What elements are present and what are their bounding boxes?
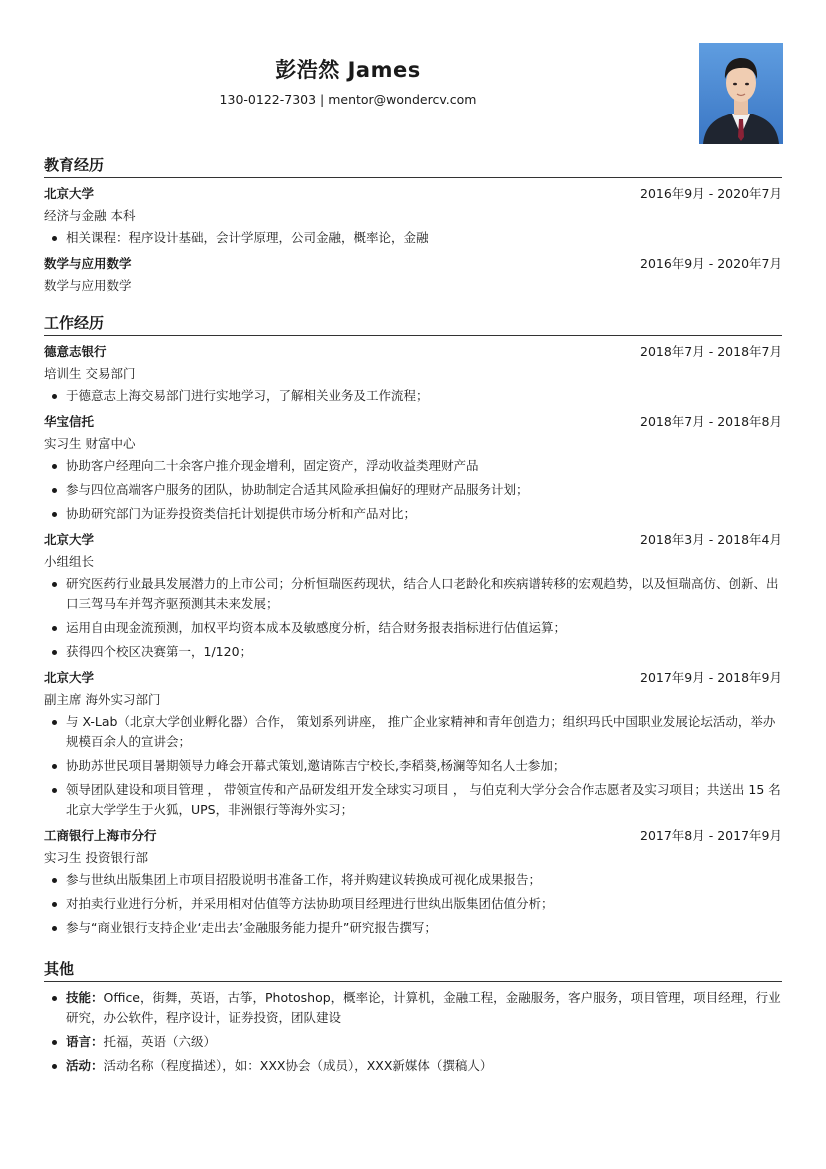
skills-label: 技能： <box>66 990 104 1005</box>
activities-item <box>44 1056 782 1076</box>
languages-label: 语言： <box>66 1034 104 1049</box>
education-section <box>44 155 782 298</box>
bullet-item: 对拍卖行业进行分析，并采用相对估值等方法协助项目经理进行世纨出版集团估值分析； <box>44 894 782 914</box>
profile-photo-image <box>699 43 783 144</box>
bullet-item: 协助苏世民项目暑期领导力峰会开幕式策划,邀请陈吉宁校长,李稻葵,杨澜等知名人士参加； <box>44 756 782 776</box>
work-entry <box>44 666 782 820</box>
languages-item <box>44 1032 782 1052</box>
entry-organization: 数学与应用数学 <box>44 256 132 271</box>
work-entry <box>44 824 782 938</box>
education-entry <box>44 182 782 248</box>
profile-photo <box>699 43 783 144</box>
bullet-item: 领导团队建设和项目管理 ， 带领宣传和产品研发组开发全球实习项目 ， 与伯克利大学分会合作志愿者及实习项目；共送出 15 名北京大学学生于火狐，UPS，非洲银行等海外实习； <box>44 780 782 820</box>
entry-date: 2017年8月 - 2017年9月 <box>640 828 782 843</box>
contact-info: 130-0122-7303 | mentor@wondercv.com <box>219 92 477 107</box>
education-entry <box>44 252 782 296</box>
candidate-name: 彭浩然 James <box>275 58 421 82</box>
bullet-item: 获得四个校区决赛第一，1/120； <box>44 642 782 662</box>
entry-date: 2017年9月 - 2018年9月 <box>640 670 782 685</box>
other-section <box>44 959 782 1080</box>
activities-label: 活动： <box>66 1058 104 1073</box>
bullet-item: 相关课程：程序设计基础，会计学原理，公司金融，概率论，金融 <box>44 228 782 248</box>
entry-organization: 德意志银行 <box>44 344 107 359</box>
bullet-item: 参与四位高端客户服务的团队，协助制定合适其风险承担偏好的理财产品服务计划； <box>44 480 782 500</box>
work-section <box>44 313 782 942</box>
bullet-item: 协助研究部门为证券投资类信托计划提供市场分析和产品对比； <box>44 504 782 524</box>
bullet-item: 协助客户经理向二十余客户推介现金增利，固定资产，浮动收益类理财产品 <box>44 456 782 476</box>
bullet-item: 于德意志上海交易部门进行实地学习，了解相关业务及工作流程； <box>44 386 782 406</box>
entry-date: 2018年3月 - 2018年4月 <box>640 532 782 547</box>
entry-date: 2016年9月 - 2020年7月 <box>640 256 782 271</box>
entry-role: 经济与金融 本科 <box>44 208 136 223</box>
bullet-item: 研究医药行业最具发展潜力的上市公司；分析恒瑞医药现状，结合人口老龄化和疾病谱转移的宏观趋势，以及恒瑞高仿、创新、出口三驾马车并驾齐驱预测其未来发展； <box>44 574 782 614</box>
section-title-other: 其他 <box>44 959 782 982</box>
section-title-work: 工作经历 <box>44 313 782 336</box>
entry-role: 副主席 海外实习部门 <box>44 692 161 707</box>
resume-page <box>44 0 782 1169</box>
bullet-item: 运用自由现金流预测，加权平均资本成本及敏感度分析，结合财务报表指标进行估值运算； <box>44 618 782 638</box>
entry-organization: 工商银行上海市分行 <box>44 828 157 843</box>
entry-role: 培训生 交易部门 <box>44 366 136 381</box>
entry-role: 实习生 投资银行部 <box>44 850 148 865</box>
entry-role: 数学与应用数学 <box>44 278 132 293</box>
bullet-item: 与 X-Lab（北京大学创业孵化器）合作， 策划系列讲座， 推广企业家精神和青年创造力；组织玛氏中国职业发展论坛活动，举办规模百余人的宣讲会； <box>44 712 782 752</box>
section-title-education: 教育经历 <box>44 155 782 178</box>
entry-organization: 北京大学 <box>44 186 95 201</box>
work-entry <box>44 410 782 524</box>
work-entry <box>44 340 782 406</box>
bullet-item: 参与“商业银行支持企业‘走出去’金融服务能力提升”研究报告撰写； <box>44 918 782 938</box>
entry-organization: 北京大学 <box>44 532 95 547</box>
bullet-item: 参与世纨出版集团上市项目招股说明书准备工作，将并购建议转换成可视化成果报告； <box>44 870 782 890</box>
entry-organization: 华宝信托 <box>44 414 95 429</box>
entry-date: 2016年9月 - 2020年7月 <box>640 186 782 201</box>
entry-role: 小组组长 <box>44 554 95 569</box>
skills-item <box>44 988 782 1028</box>
work-entry <box>44 528 782 662</box>
skills-text: Office，街舞，英语，古筝，Photoshop，概率论，计算机，金融工程，金融服务，客户服务，项目管理，项目经理，行业研究，办公软件，程序设计，证券投资，团队建设 <box>66 990 781 1025</box>
languages-text: 托福，英语（六级） <box>103 1034 217 1049</box>
entry-role: 实习生 财富中心 <box>44 436 136 451</box>
resume-header <box>44 0 782 150</box>
activities-text: 活动名称（程度描述），如：XXX协会（成员），XXX新媒体（撰稿人） <box>103 1058 493 1073</box>
entry-date: 2018年7月 - 2018年7月 <box>640 344 782 359</box>
entry-date: 2018年7月 - 2018年8月 <box>640 414 782 429</box>
entry-organization: 北京大学 <box>44 670 95 685</box>
